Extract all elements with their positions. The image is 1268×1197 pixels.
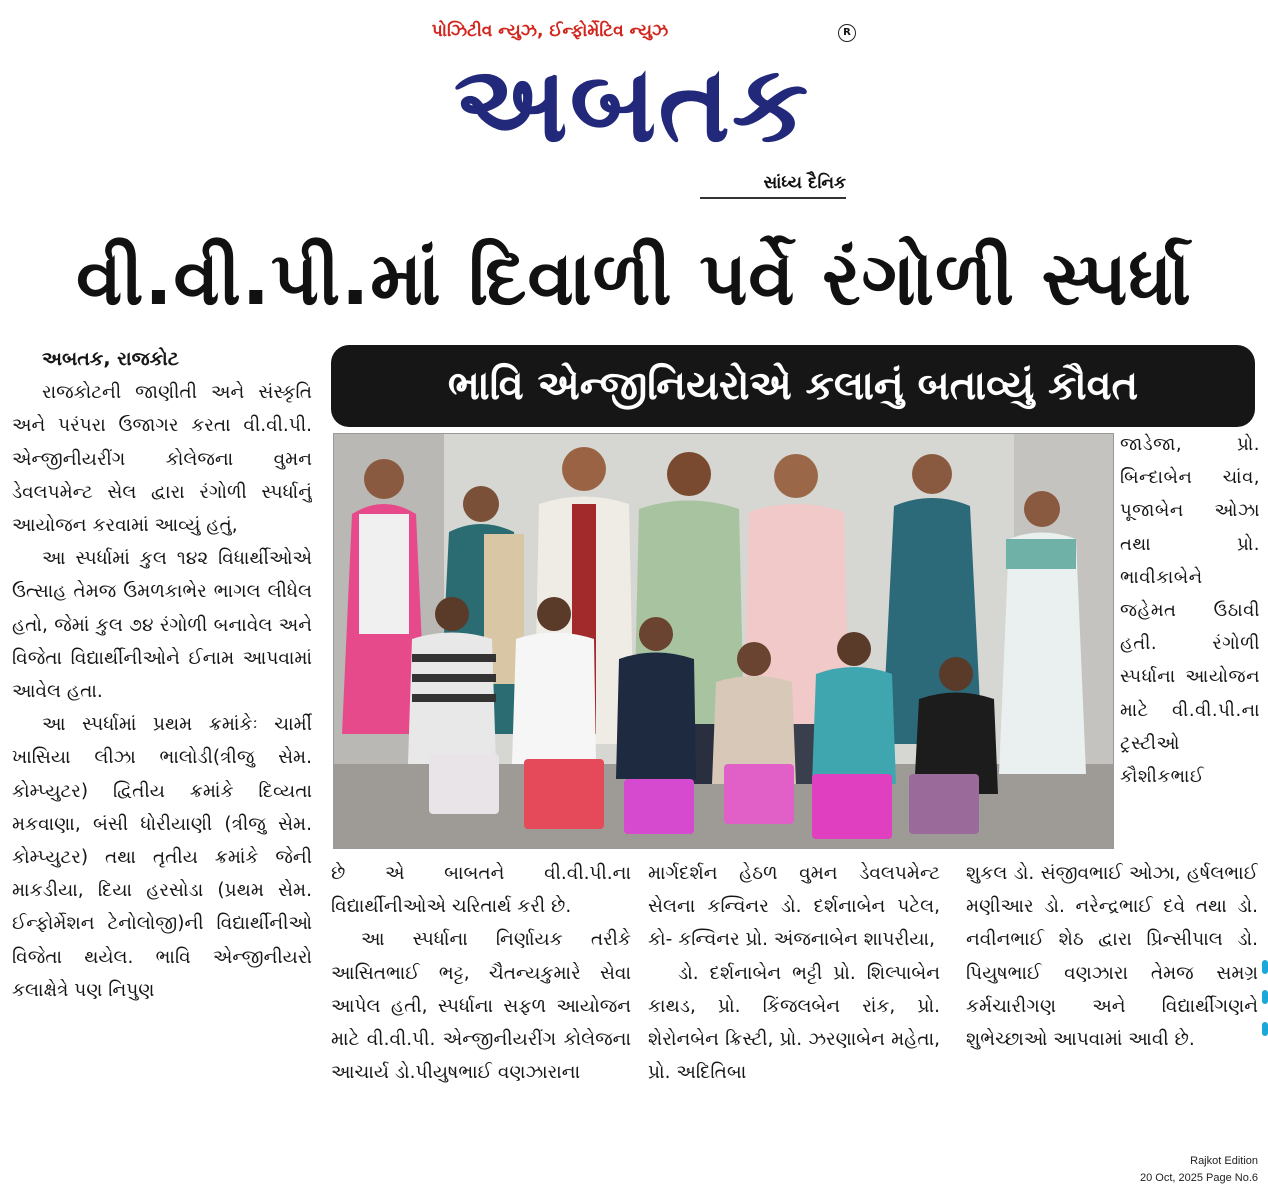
edge-marker — [1262, 960, 1268, 1050]
article-paragraph-text: ડો. દર્શનાબેન ભટ્ટી પ્રો. શિલ્પાબેન કાથડ, પ્રો. કિંજલબેન રાંક, પ્રો. શેરોનબેન ક્રિસ્ટી, પ્રો. ઝરણાબેન મહેતા, પ્રો. અદિતિબા — [648, 962, 940, 1084]
article-column-right: જાડેજા, પ્રો. બિન્દાબેન ચાંવ, પૂજાબેન ઓઝા તથા પ્રો. ભાવીકાબેને જહેમત ઉઠાવી હતી. રંગોળી સ્પર્ધાના આયોજન માટે વી.વી.પી.ના ટ્રસ્ટીઓ કૌશીકભાઈ — [1120, 434, 1260, 788]
article-column-bottom-2 — [648, 857, 940, 1157]
edition-date-page: 20 Oct, 2025 Page No.6 — [1139, 1172, 1258, 1184]
masthead-tagline: પોઝિટીવ ન્યુઝ, ઈન્ફોર્મેટિવ ન્યુઝ — [431, 21, 669, 41]
article-paragraph: શુકલ ડો. સંજીવભાઈ ઓઝા, હર્ષલભાઈ મણીઆર ડો. નરેન્દ્રભાઈ દવે તથા ડો. નવીનભાઈ શેઠ દ્વારા પ્રિન્સીપાલ ડો. પિયુષભાઈ વણઝારા તેમજ સમગ્ર કર્મચારીગણ અને વિદ્યાર્થીગણને શુભેચ્છાઓ આપવામાં આવી છે. — [966, 863, 1258, 1051]
article-headline: વી.વી.પી.માં દિવાળી પર્વે રંગોળી સ્પર્ધા — [76, 236, 1192, 322]
article-paragraph — [12, 708, 312, 1007]
article-paragraph-text: આ સ્પર્ધામાં કુલ ૧૪૨ વિધાર્થીઓએ ઉત્સાહ તેમજ ઉમળકાભેર ભાગલ લીધેલ હતો, જેમાં કુલ ૭૪ રંગોળી બનાવેલ અને વિજેતા વિદ્યાર્થીનીઓને ઈનામ આપવામાં આવેલ હતા. — [12, 548, 312, 703]
article-paragraph-text: રાજકોટની જાણીતી અને સંસ્કૃતિ અને પરંપરા ઉજાગર કરતા વી.વી.પી. એન્જીનીયરીંગ કોલેજના વુમન ડેવલપમેન્ટ સેલ દ્વારા રંગોળી સ્પર્ધાનું આયોજન કરવામાં આવ્યું હતું, — [12, 382, 312, 537]
masthead-subtitle: સાંધ્ય દૈનિક — [763, 173, 846, 193]
article-paragraph — [648, 957, 940, 1090]
edition-info — [1058, 1153, 1258, 1187]
group-photo-illustration — [334, 434, 1113, 848]
article-paragraph: માર્ગદર્શન હેઠળ વુમન ડેવલપમેન્ટ સેલના કન્વિનર ડો. દર્શનાબેન પટેલ, કો- કન્વિનર પ્રો. અંજનાબેન શાપરીયા, — [648, 863, 940, 951]
article-column-bottom-1 — [331, 857, 631, 1157]
article-paragraph: છે એ બાબતને વી.વી.પી.ના વિદ્યાર્થીનીઓએ ચરિતાર્થ કરી છે. — [331, 863, 631, 918]
edition-name: Rajkot Edition — [1190, 1155, 1258, 1167]
article-dateline: અબતક, રાજકોટ — [42, 348, 179, 370]
article-subheadline: ભાવિ એન્જીનિયરોએ કલાનું બતાવ્યું કૌવત — [331, 345, 1255, 427]
article-paragraph — [12, 376, 312, 542]
article-paragraph — [331, 923, 631, 1089]
article-photo — [333, 433, 1114, 849]
article-paragraph-text: આ સ્પર્ધામાં પ્રથમ ક્રમાંકેઃ ચાર્મી ખાસિયા લીઝા ભાલોડી(ત્રીજુ સેમ. કોમ્પ્યુટર) દ્વિતીય ક્રમાંકે દિવ્યતા મકવાણા, બંસી ધોરીયાણી (ત્રીજુ સેમ. કોમ્પ્યુટર) તથા તૃતીય ક્રમાંકે જેની માકડીયા, દિયા હરસોડા (પ્રથમ સેમ. ઈન્ફોર્મેશન ટેનોલોજી)ની વિદ્યાર્થીનીઓ વિજેતા થયેલ. ભાવિ એન્જીનીયરો કલાક્ષેત્રે પણ નિપુણ — [12, 714, 312, 1001]
masthead-logo: અબતક — [453, 43, 811, 166]
article-paragraph — [12, 542, 312, 708]
registered-mark-icon: R — [838, 24, 856, 42]
article-column-left — [12, 343, 312, 1163]
masthead-divider — [700, 197, 846, 199]
article-column-bottom-3 — [966, 857, 1258, 1157]
article-paragraph-text: આ સ્પર્ધાના નિર્ણાયક તરીકે આસિતભાઈ ભટ્ટ, ચૈતન્યકુમારે સેવા આપેલ હતી, સ્પર્ધાના સફળ આયોજન માટે વી.વી.પી. એન્જીનીયરીંગ કોલેજના આચાર્ય ડો.પીયુષભાઈ વણઝારાના — [331, 929, 631, 1084]
